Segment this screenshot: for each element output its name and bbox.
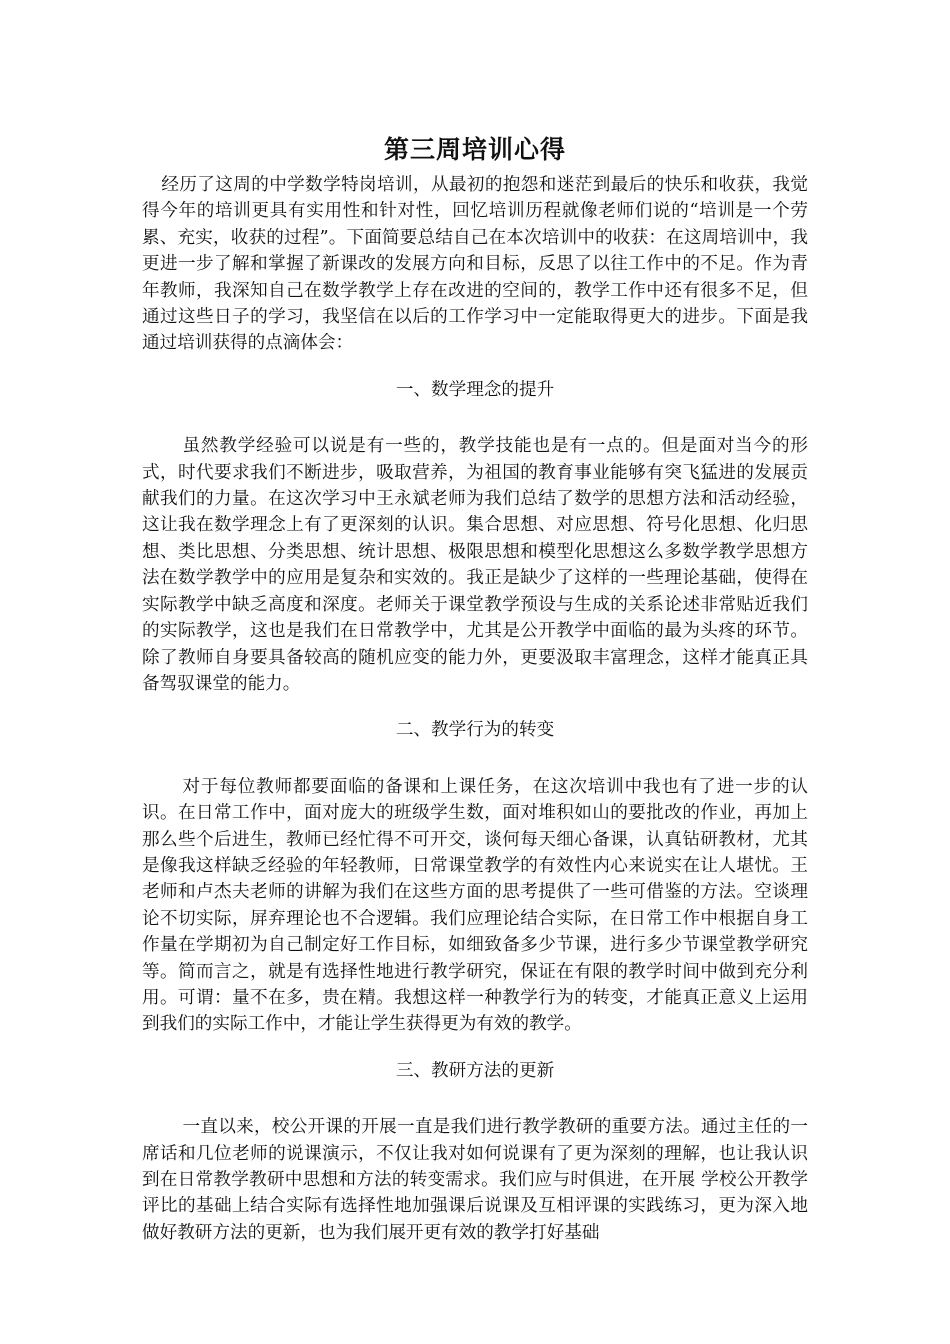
document-title: 第三周培训心得 xyxy=(383,135,566,164)
section-body-1: 虽然教学经验可以说是有一些的，教学技能也是有一点的。但是面对当今的形式，时代要求我们不断进步，吸取营养，为祖国的教育事业能够有突飞猛进的发展贡献我们的力量。在这次学习中王永斌老师为我们总结了数学的思想方法和活动经验，这让我在数学理念上有了更深刻的认识。集合思想、对应思想、符号化思想、化归思想、类比思想、分类思想、统计思想、极限思想和模型化思想这么多数学教学思想方法在数学教学中的应用是复杂和实效的。我正是缺少了这样的一些理论基础，使得在实际教学中缺乏高度和深度。老师关于课堂教学预设与生成的关系论述非常贴近我们的实际教学，这也是我们在日常教学中，尤其是公开教学中面临的最为头疼的环节。除了教师自身要具备较高的随机应变的能力外，更要汲取丰富理念，这样才能真正具备驾驭课堂的能力。 xyxy=(142,436,808,694)
section-heading-2: 二、教学行为的转变 xyxy=(395,720,555,741)
document-page xyxy=(142,128,808,1246)
section-body-3: 一直以来，校公开课的开展一直是我们进行教学教研的重要方法。通过主任的一席话和几位老师的说课演示，不仅让我对如何说课有了更为深刻的理解，也让我认识到在日常教学教研中思想和方法的转变需求。我们应与时俱进，在开展 学校公开教学评比的基础上结合实际有选择性地加强课后说课及互相评课的实践练习，更为深入地做好教研方法的更新，也为我们展开更有效的教学打好基础 xyxy=(142,1117,808,1243)
intro-paragraph: 经历了这周的中学数学特岗培训，从最初的抱怨和迷茫到最后的快乐和收获，我觉得今年的培训更具有实用性和针对性，回忆培训历程就像老师们说的“培训是一个劳累、充实，收获的过程”。下面简要总结自己在本次培训中的收获：在这周培训中，我更进一步了解和掌握了新课改的发展方向和目标，反思了以往工作中的不足。作为青年教师，我深知自己在数学教学上存在改进的空间的，教学工作中还有很多不足，但通过这些日子的学习，我坚信在以后的工作学习中一定能取得更大的进步。下面是我通过培训获得的点滴体会： xyxy=(142,175,808,354)
section-body-2: 对于每位教师都要面临的备课和上课任务，在这次培训中我也有了进一步的认识。在日常工作中，面对庞大的班级学生数，面对堆积如山的要批改的作业，再加上那么些个后进生，教师已经忙得不可开交，谈何每天细心备课，认真钻研教材，尤其是像我这样缺乏经验的年轻教师，日常课堂教学的有效性内心来说实在让人堪忧。王老师和卢杰夫老师的讲解为我们在这些方面的思考提供了一些可借鉴的方法。空谈理论不切实际，屏弃理论也不合逻辑。我们应理论结合实际，在日常工作中根据自身工作量在学期初为自己制定好工作目标，如细致备多少节课，进行多少节课堂教学研究等。简而言之，就是有选择性地进行教学研究，保证在有限的教学时间中做到充分利用。可谓：量不在多，贵在精。我想这样一种教学行为的转变，才能真正意义上运用到我们的实际工作中，才能让学生获得更为有效的教学。 xyxy=(142,776,808,1035)
section-heading-3: 三、教研方法的更新 xyxy=(395,1060,555,1081)
section-heading-1: 一、数学理念的提升 xyxy=(395,379,555,400)
